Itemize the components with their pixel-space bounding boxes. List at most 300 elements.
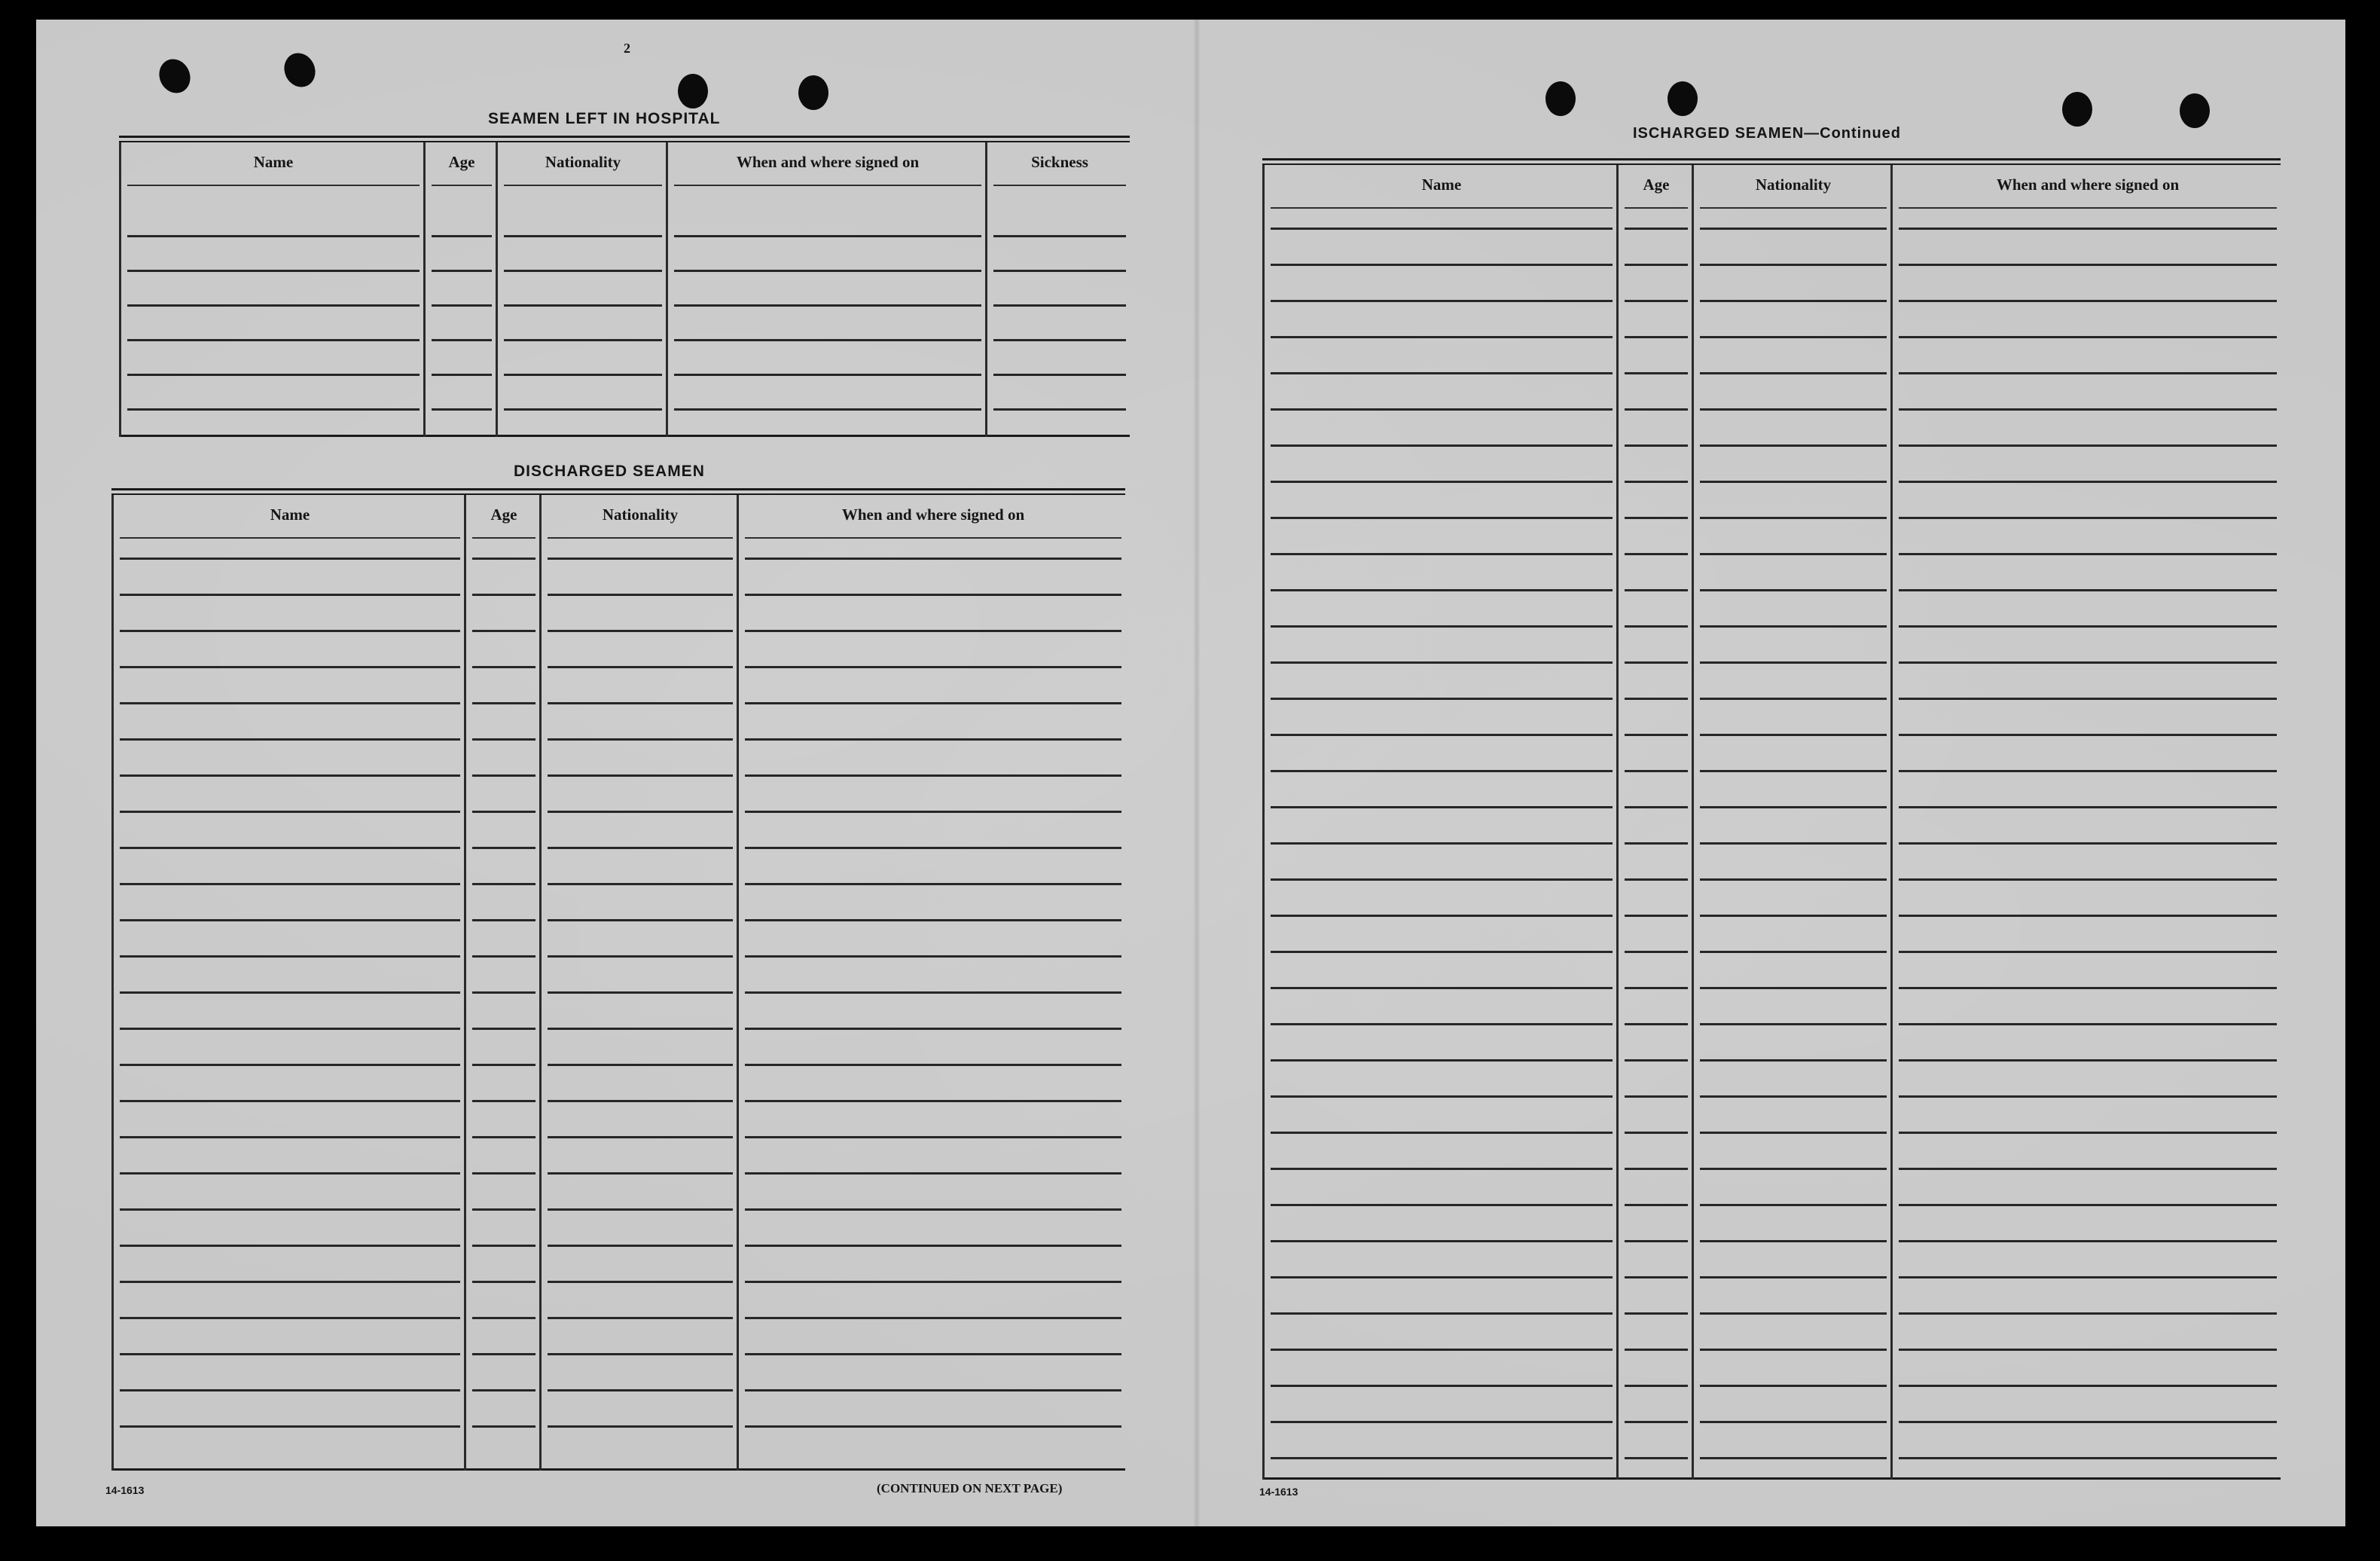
- hospital-section-title: SEAMEN LEFT IN HOSPITAL: [488, 110, 721, 127]
- entry-line[interactable]: [548, 991, 733, 994]
- table-column: [496, 142, 668, 437]
- header-underline: [548, 537, 733, 539]
- table-column: [1692, 165, 1893, 1480]
- entry-line[interactable]: [548, 1281, 733, 1283]
- entry-line[interactable]: [1899, 408, 2277, 411]
- entry-line[interactable]: [472, 1317, 536, 1319]
- entry-line[interactable]: [745, 1208, 1121, 1211]
- entry-line[interactable]: [1271, 878, 1613, 881]
- entry-line[interactable]: [548, 1064, 733, 1066]
- entry-line[interactable]: [1271, 264, 1613, 266]
- entry-line[interactable]: [548, 594, 733, 596]
- entry-line[interactable]: [1700, 336, 1887, 338]
- entry-line[interactable]: [1700, 1385, 1887, 1387]
- entry-line[interactable]: [1700, 553, 1887, 555]
- entry-line[interactable]: [1271, 951, 1613, 953]
- column-header: Age: [1643, 176, 1670, 194]
- entry-line[interactable]: [1271, 915, 1613, 917]
- entry-line[interactable]: [1271, 1240, 1613, 1242]
- entry-line[interactable]: [1700, 372, 1887, 374]
- entry-line[interactable]: [120, 1208, 460, 1211]
- entry-line[interactable]: [745, 1100, 1121, 1102]
- entry-line[interactable]: [1625, 1095, 1688, 1098]
- entry-line[interactable]: [548, 1353, 733, 1355]
- entry-line[interactable]: [1625, 481, 1688, 483]
- entry-line[interactable]: [548, 919, 733, 921]
- entry-line[interactable]: [1700, 915, 1887, 917]
- entry-line[interactable]: [120, 1136, 460, 1138]
- entry-line[interactable]: [745, 1028, 1121, 1030]
- entry-line[interactable]: [1899, 481, 2277, 483]
- entry-line[interactable]: [993, 374, 1126, 376]
- entry-line[interactable]: [1625, 734, 1688, 736]
- entry-line[interactable]: [1899, 372, 2277, 374]
- entry-line[interactable]: [504, 304, 662, 307]
- column-header: Age: [448, 153, 475, 171]
- entry-line[interactable]: [432, 374, 492, 376]
- entry-line[interactable]: [1271, 661, 1613, 664]
- entry-line[interactable]: [472, 558, 536, 560]
- entry-line[interactable]: [1899, 1312, 2277, 1315]
- entry-line[interactable]: [993, 339, 1126, 341]
- entry-line[interactable]: [1271, 1132, 1613, 1134]
- entry-line[interactable]: [1625, 1132, 1688, 1134]
- entry-line[interactable]: [432, 304, 492, 307]
- entry-line[interactable]: [1700, 878, 1887, 881]
- entry-line[interactable]: [1700, 1421, 1887, 1423]
- entry-line[interactable]: [1625, 878, 1688, 881]
- entry-line[interactable]: [745, 811, 1121, 813]
- entry-line[interactable]: [745, 702, 1121, 704]
- entry-line[interactable]: [674, 270, 981, 272]
- entry-line[interactable]: [472, 774, 536, 777]
- entry-line[interactable]: [1271, 336, 1613, 338]
- entry-line[interactable]: [472, 955, 536, 958]
- entry-line[interactable]: [1271, 1349, 1613, 1351]
- entry-line[interactable]: [120, 919, 460, 921]
- entry-line[interactable]: [1625, 408, 1688, 411]
- entry-line[interactable]: [745, 1064, 1121, 1066]
- entry-line[interactable]: [1271, 1023, 1613, 1025]
- entry-line[interactable]: [127, 270, 420, 272]
- entry-line[interactable]: [1700, 1023, 1887, 1025]
- entry-line[interactable]: [1899, 1204, 2277, 1206]
- entry-line[interactable]: [1271, 698, 1613, 700]
- entry-line[interactable]: [120, 1064, 460, 1066]
- entry-line[interactable]: [472, 702, 536, 704]
- entry-line[interactable]: [1899, 806, 2277, 808]
- entry-line[interactable]: [1271, 517, 1613, 519]
- entry-line[interactable]: [432, 235, 492, 237]
- entry-line[interactable]: [1700, 1312, 1887, 1315]
- entry-line[interactable]: [1700, 481, 1887, 483]
- entry-line[interactable]: [1700, 661, 1887, 664]
- entry-line[interactable]: [120, 955, 460, 958]
- entry-line[interactable]: [1625, 951, 1688, 953]
- entry-line[interactable]: [1625, 1457, 1688, 1459]
- entry-line[interactable]: [745, 883, 1121, 885]
- entry-line[interactable]: [745, 1245, 1121, 1247]
- entry-line[interactable]: [548, 1425, 733, 1428]
- entry-line[interactable]: [1271, 987, 1613, 989]
- entry-line[interactable]: [1700, 517, 1887, 519]
- entry-line[interactable]: [548, 702, 733, 704]
- entry-line[interactable]: [1625, 842, 1688, 845]
- entry-line[interactable]: [1899, 734, 2277, 736]
- entry-line[interactable]: [993, 408, 1126, 411]
- entry-line[interactable]: [1700, 1132, 1887, 1134]
- entry-line[interactable]: [745, 847, 1121, 849]
- entry-line[interactable]: [1899, 1276, 2277, 1278]
- entry-line[interactable]: [1625, 770, 1688, 772]
- entry-line[interactable]: [1899, 444, 2277, 447]
- entry-line[interactable]: [1899, 1023, 2277, 1025]
- entry-line[interactable]: [1625, 661, 1688, 664]
- entry-line[interactable]: [432, 339, 492, 341]
- entry-line[interactable]: [674, 374, 981, 376]
- entry-line[interactable]: [1899, 698, 2277, 700]
- entry-line[interactable]: [504, 270, 662, 272]
- entry-line[interactable]: [745, 738, 1121, 741]
- entry-line[interactable]: [745, 991, 1121, 994]
- entry-line[interactable]: [1271, 1276, 1613, 1278]
- entry-line[interactable]: [1700, 1095, 1887, 1098]
- entry-line[interactable]: [472, 1100, 536, 1102]
- entry-line[interactable]: [745, 594, 1121, 596]
- punch-hole: [1545, 81, 1576, 116]
- entry-line[interactable]: [1625, 806, 1688, 808]
- entry-line[interactable]: [1625, 1349, 1688, 1351]
- entry-line[interactable]: [745, 1389, 1121, 1391]
- entry-line[interactable]: [1625, 698, 1688, 700]
- entry-line[interactable]: [745, 666, 1121, 668]
- entry-line[interactable]: [1899, 1421, 2277, 1423]
- entry-line[interactable]: [120, 738, 460, 741]
- entry-line[interactable]: [548, 1389, 733, 1391]
- entry-line[interactable]: [548, 811, 733, 813]
- entry-line[interactable]: [1700, 228, 1887, 230]
- entry-line[interactable]: [120, 1353, 460, 1355]
- entry-line[interactable]: [548, 1317, 733, 1319]
- entry-line[interactable]: [1899, 842, 2277, 845]
- entry-line[interactable]: [1899, 661, 2277, 664]
- entry-line[interactable]: [1271, 228, 1613, 230]
- entry-line[interactable]: [745, 1317, 1121, 1319]
- entry-line[interactable]: [1625, 300, 1688, 302]
- entry-line[interactable]: [127, 304, 420, 307]
- table-column: [111, 495, 466, 1471]
- entry-line[interactable]: [120, 558, 460, 560]
- entry-line[interactable]: [120, 847, 460, 849]
- entry-line[interactable]: [120, 1172, 460, 1175]
- entry-line[interactable]: [120, 883, 460, 885]
- entry-line[interactable]: [1700, 951, 1887, 953]
- entry-line[interactable]: [1271, 589, 1613, 591]
- entry-line[interactable]: [1625, 1168, 1688, 1170]
- entry-line[interactable]: [1700, 1240, 1887, 1242]
- entry-line[interactable]: [1271, 408, 1613, 411]
- entry-line[interactable]: [1625, 1023, 1688, 1025]
- entry-line[interactable]: [1700, 625, 1887, 628]
- entry-line[interactable]: [472, 1245, 536, 1247]
- entry-line[interactable]: [548, 1136, 733, 1138]
- entry-line[interactable]: [472, 1389, 536, 1391]
- entry-line[interactable]: [548, 1245, 733, 1247]
- entry-line[interactable]: [1271, 444, 1613, 447]
- entry-line[interactable]: [504, 235, 662, 237]
- header-underline: [1625, 207, 1688, 209]
- entry-line[interactable]: [120, 666, 460, 668]
- discharged-continued-table: [1262, 158, 2281, 1480]
- entry-line[interactable]: [1700, 1204, 1887, 1206]
- entry-line[interactable]: [1625, 1421, 1688, 1423]
- entry-line[interactable]: [1625, 987, 1688, 989]
- entry-line[interactable]: [1700, 408, 1887, 411]
- entry-line[interactable]: [1899, 878, 2277, 881]
- entry-line[interactable]: [1899, 336, 2277, 338]
- entry-line[interactable]: [548, 955, 733, 958]
- entry-line[interactable]: [1700, 300, 1887, 302]
- entry-line[interactable]: [504, 374, 662, 376]
- entry-line[interactable]: [674, 235, 981, 237]
- entry-line[interactable]: [1625, 228, 1688, 230]
- entry-line[interactable]: [1271, 1421, 1613, 1423]
- entry-line[interactable]: [1625, 1240, 1688, 1242]
- punch-hole: [798, 75, 828, 110]
- entry-line[interactable]: [993, 270, 1126, 272]
- entry-line[interactable]: [127, 374, 420, 376]
- table-column: [119, 142, 426, 437]
- entry-line[interactable]: [120, 1028, 460, 1030]
- entry-line[interactable]: [1899, 589, 2277, 591]
- entry-line[interactable]: [1625, 264, 1688, 266]
- punch-hole: [1668, 81, 1698, 116]
- header-underline: [127, 185, 420, 186]
- entry-line[interactable]: [1271, 1385, 1613, 1387]
- entry-line[interactable]: [674, 339, 981, 341]
- entry-line[interactable]: [1700, 1059, 1887, 1062]
- entry-line[interactable]: [1700, 589, 1887, 591]
- entry-line[interactable]: [120, 1389, 460, 1391]
- entry-line[interactable]: [548, 1028, 733, 1030]
- entry-line[interactable]: [745, 1136, 1121, 1138]
- entry-line[interactable]: [1899, 1059, 2277, 1062]
- entry-line[interactable]: [1899, 770, 2277, 772]
- entry-line[interactable]: [1700, 734, 1887, 736]
- entry-line[interactable]: [745, 1172, 1121, 1175]
- entry-line[interactable]: [745, 1281, 1121, 1283]
- entry-line[interactable]: [1625, 444, 1688, 447]
- entry-line[interactable]: [504, 408, 662, 411]
- header-underline: [674, 185, 981, 186]
- punch-hole: [678, 74, 708, 108]
- table-column: [1262, 165, 1619, 1480]
- entry-line[interactable]: [432, 408, 492, 411]
- entry-line[interactable]: [1899, 1132, 2277, 1134]
- column-header: Name: [253, 153, 294, 171]
- entry-line[interactable]: [120, 702, 460, 704]
- entry-line[interactable]: [993, 235, 1126, 237]
- entry-line[interactable]: [1899, 1095, 2277, 1098]
- entry-line[interactable]: [1700, 987, 1887, 989]
- entry-line[interactable]: [745, 1425, 1121, 1428]
- entry-line[interactable]: [1899, 915, 2277, 917]
- entry-line[interactable]: [120, 1425, 460, 1428]
- entry-line[interactable]: [472, 594, 536, 596]
- entry-line[interactable]: [472, 991, 536, 994]
- entry-line[interactable]: [1271, 842, 1613, 845]
- entry-line[interactable]: [1700, 770, 1887, 772]
- entry-line[interactable]: [1625, 1312, 1688, 1315]
- entry-line[interactable]: [1271, 734, 1613, 736]
- table-column: [1616, 165, 1694, 1480]
- entry-line[interactable]: [1700, 1276, 1887, 1278]
- entry-line[interactable]: [1700, 1168, 1887, 1170]
- entry-line[interactable]: [993, 304, 1126, 307]
- entry-line[interactable]: [472, 883, 536, 885]
- entry-line[interactable]: [1899, 264, 2277, 266]
- entry-line[interactable]: [745, 1353, 1121, 1355]
- entry-line[interactable]: [1625, 625, 1688, 628]
- entry-line[interactable]: [1625, 517, 1688, 519]
- entry-line[interactable]: [1271, 1204, 1613, 1206]
- entry-line[interactable]: [120, 1100, 460, 1102]
- entry-line[interactable]: [1899, 1168, 2277, 1170]
- entry-line[interactable]: [1899, 1457, 2277, 1459]
- entry-line[interactable]: [1700, 698, 1887, 700]
- entry-line[interactable]: [1899, 1385, 2277, 1387]
- entry-line[interactable]: [548, 630, 733, 632]
- entry-line[interactable]: [1271, 553, 1613, 555]
- entry-line[interactable]: [1625, 336, 1688, 338]
- entry-line[interactable]: [1271, 300, 1613, 302]
- column-header: When and where signed on: [1996, 176, 2180, 194]
- entry-line[interactable]: [1700, 842, 1887, 845]
- entry-line[interactable]: [1625, 372, 1688, 374]
- entry-line[interactable]: [120, 630, 460, 632]
- entry-line[interactable]: [472, 919, 536, 921]
- entry-line[interactable]: [745, 774, 1121, 777]
- entry-line[interactable]: [674, 304, 981, 307]
- entry-line[interactable]: [1271, 481, 1613, 483]
- entry-line[interactable]: [1625, 915, 1688, 917]
- table-column: [539, 495, 739, 1471]
- table-column: [464, 495, 542, 1471]
- entry-line[interactable]: [745, 630, 1121, 632]
- entry-line[interactable]: [1899, 300, 2277, 302]
- entry-line[interactable]: [1700, 1457, 1887, 1459]
- entry-line[interactable]: [472, 1281, 536, 1283]
- entry-line[interactable]: [1271, 1168, 1613, 1170]
- entry-line[interactable]: [548, 1172, 733, 1175]
- entry-line[interactable]: [1271, 372, 1613, 374]
- entry-line[interactable]: [472, 1353, 536, 1355]
- entry-line[interactable]: [548, 1208, 733, 1211]
- entry-line[interactable]: [548, 847, 733, 849]
- entry-line[interactable]: [472, 1208, 536, 1211]
- entry-line[interactable]: [127, 235, 420, 237]
- entry-line[interactable]: [1700, 444, 1887, 447]
- column-header: Nationality: [1755, 176, 1832, 194]
- entry-line[interactable]: [120, 1245, 460, 1247]
- entry-line[interactable]: [472, 666, 536, 668]
- entry-line[interactable]: [1271, 1095, 1613, 1098]
- entry-line[interactable]: [1700, 1349, 1887, 1351]
- entry-line[interactable]: [432, 270, 492, 272]
- entry-line[interactable]: [1271, 770, 1613, 772]
- entry-line[interactable]: [745, 558, 1121, 560]
- entry-line[interactable]: [548, 558, 733, 560]
- entry-line[interactable]: [1899, 228, 2277, 230]
- entry-line[interactable]: [1625, 1385, 1688, 1387]
- entry-line[interactable]: [1899, 1240, 2277, 1242]
- entry-line[interactable]: [472, 630, 536, 632]
- entry-line[interactable]: [548, 1100, 733, 1102]
- entry-line[interactable]: [1271, 1059, 1613, 1062]
- entry-line[interactable]: [1271, 1312, 1613, 1315]
- entry-line[interactable]: [472, 847, 536, 849]
- entry-line[interactable]: [1271, 1457, 1613, 1459]
- entry-line[interactable]: [1625, 1204, 1688, 1206]
- entry-line[interactable]: [1899, 517, 2277, 519]
- entry-line[interactable]: [1899, 1349, 2277, 1351]
- entry-line[interactable]: [472, 1172, 536, 1175]
- entry-line[interactable]: [1625, 1059, 1688, 1062]
- entry-line[interactable]: [548, 883, 733, 885]
- entry-line[interactable]: [548, 774, 733, 777]
- entry-line[interactable]: [1700, 264, 1887, 266]
- entry-line[interactable]: [745, 919, 1121, 921]
- entry-line[interactable]: [1899, 553, 2277, 555]
- table-column: [985, 142, 1132, 437]
- entry-line[interactable]: [472, 738, 536, 741]
- discharged-table: [111, 488, 1125, 1471]
- entry-line[interactable]: [472, 1425, 536, 1428]
- discharged-section-title: DISCHARGED SEAMEN: [514, 463, 705, 480]
- hospital-table: [119, 136, 1130, 437]
- entry-line[interactable]: [120, 811, 460, 813]
- page-mark: 2: [624, 41, 630, 56]
- entry-line[interactable]: [548, 666, 733, 668]
- entry-line[interactable]: [1899, 951, 2277, 953]
- entry-line[interactable]: [472, 1028, 536, 1030]
- entry-line[interactable]: [1899, 625, 2277, 628]
- entry-line[interactable]: [1625, 553, 1688, 555]
- entry-line[interactable]: [472, 1136, 536, 1138]
- entry-line[interactable]: [1700, 806, 1887, 808]
- entry-line[interactable]: [1271, 625, 1613, 628]
- entry-line[interactable]: [127, 408, 420, 411]
- column-header: Nationality: [602, 506, 679, 524]
- entry-line[interactable]: [504, 339, 662, 341]
- entry-line[interactable]: [1899, 987, 2277, 989]
- entry-line[interactable]: [120, 991, 460, 994]
- column-header: Name: [270, 506, 310, 524]
- entry-line[interactable]: [120, 774, 460, 777]
- entry-line[interactable]: [127, 339, 420, 341]
- entry-line[interactable]: [1271, 806, 1613, 808]
- entry-line[interactable]: [674, 408, 981, 411]
- entry-line[interactable]: [1625, 1276, 1688, 1278]
- entry-line[interactable]: [120, 594, 460, 596]
- entry-line[interactable]: [120, 1281, 460, 1283]
- entry-line[interactable]: [472, 811, 536, 813]
- entry-line[interactable]: [1625, 589, 1688, 591]
- entry-line[interactable]: [548, 738, 733, 741]
- entry-line[interactable]: [472, 1064, 536, 1066]
- entry-line[interactable]: [120, 1317, 460, 1319]
- entry-line[interactable]: [745, 955, 1121, 958]
